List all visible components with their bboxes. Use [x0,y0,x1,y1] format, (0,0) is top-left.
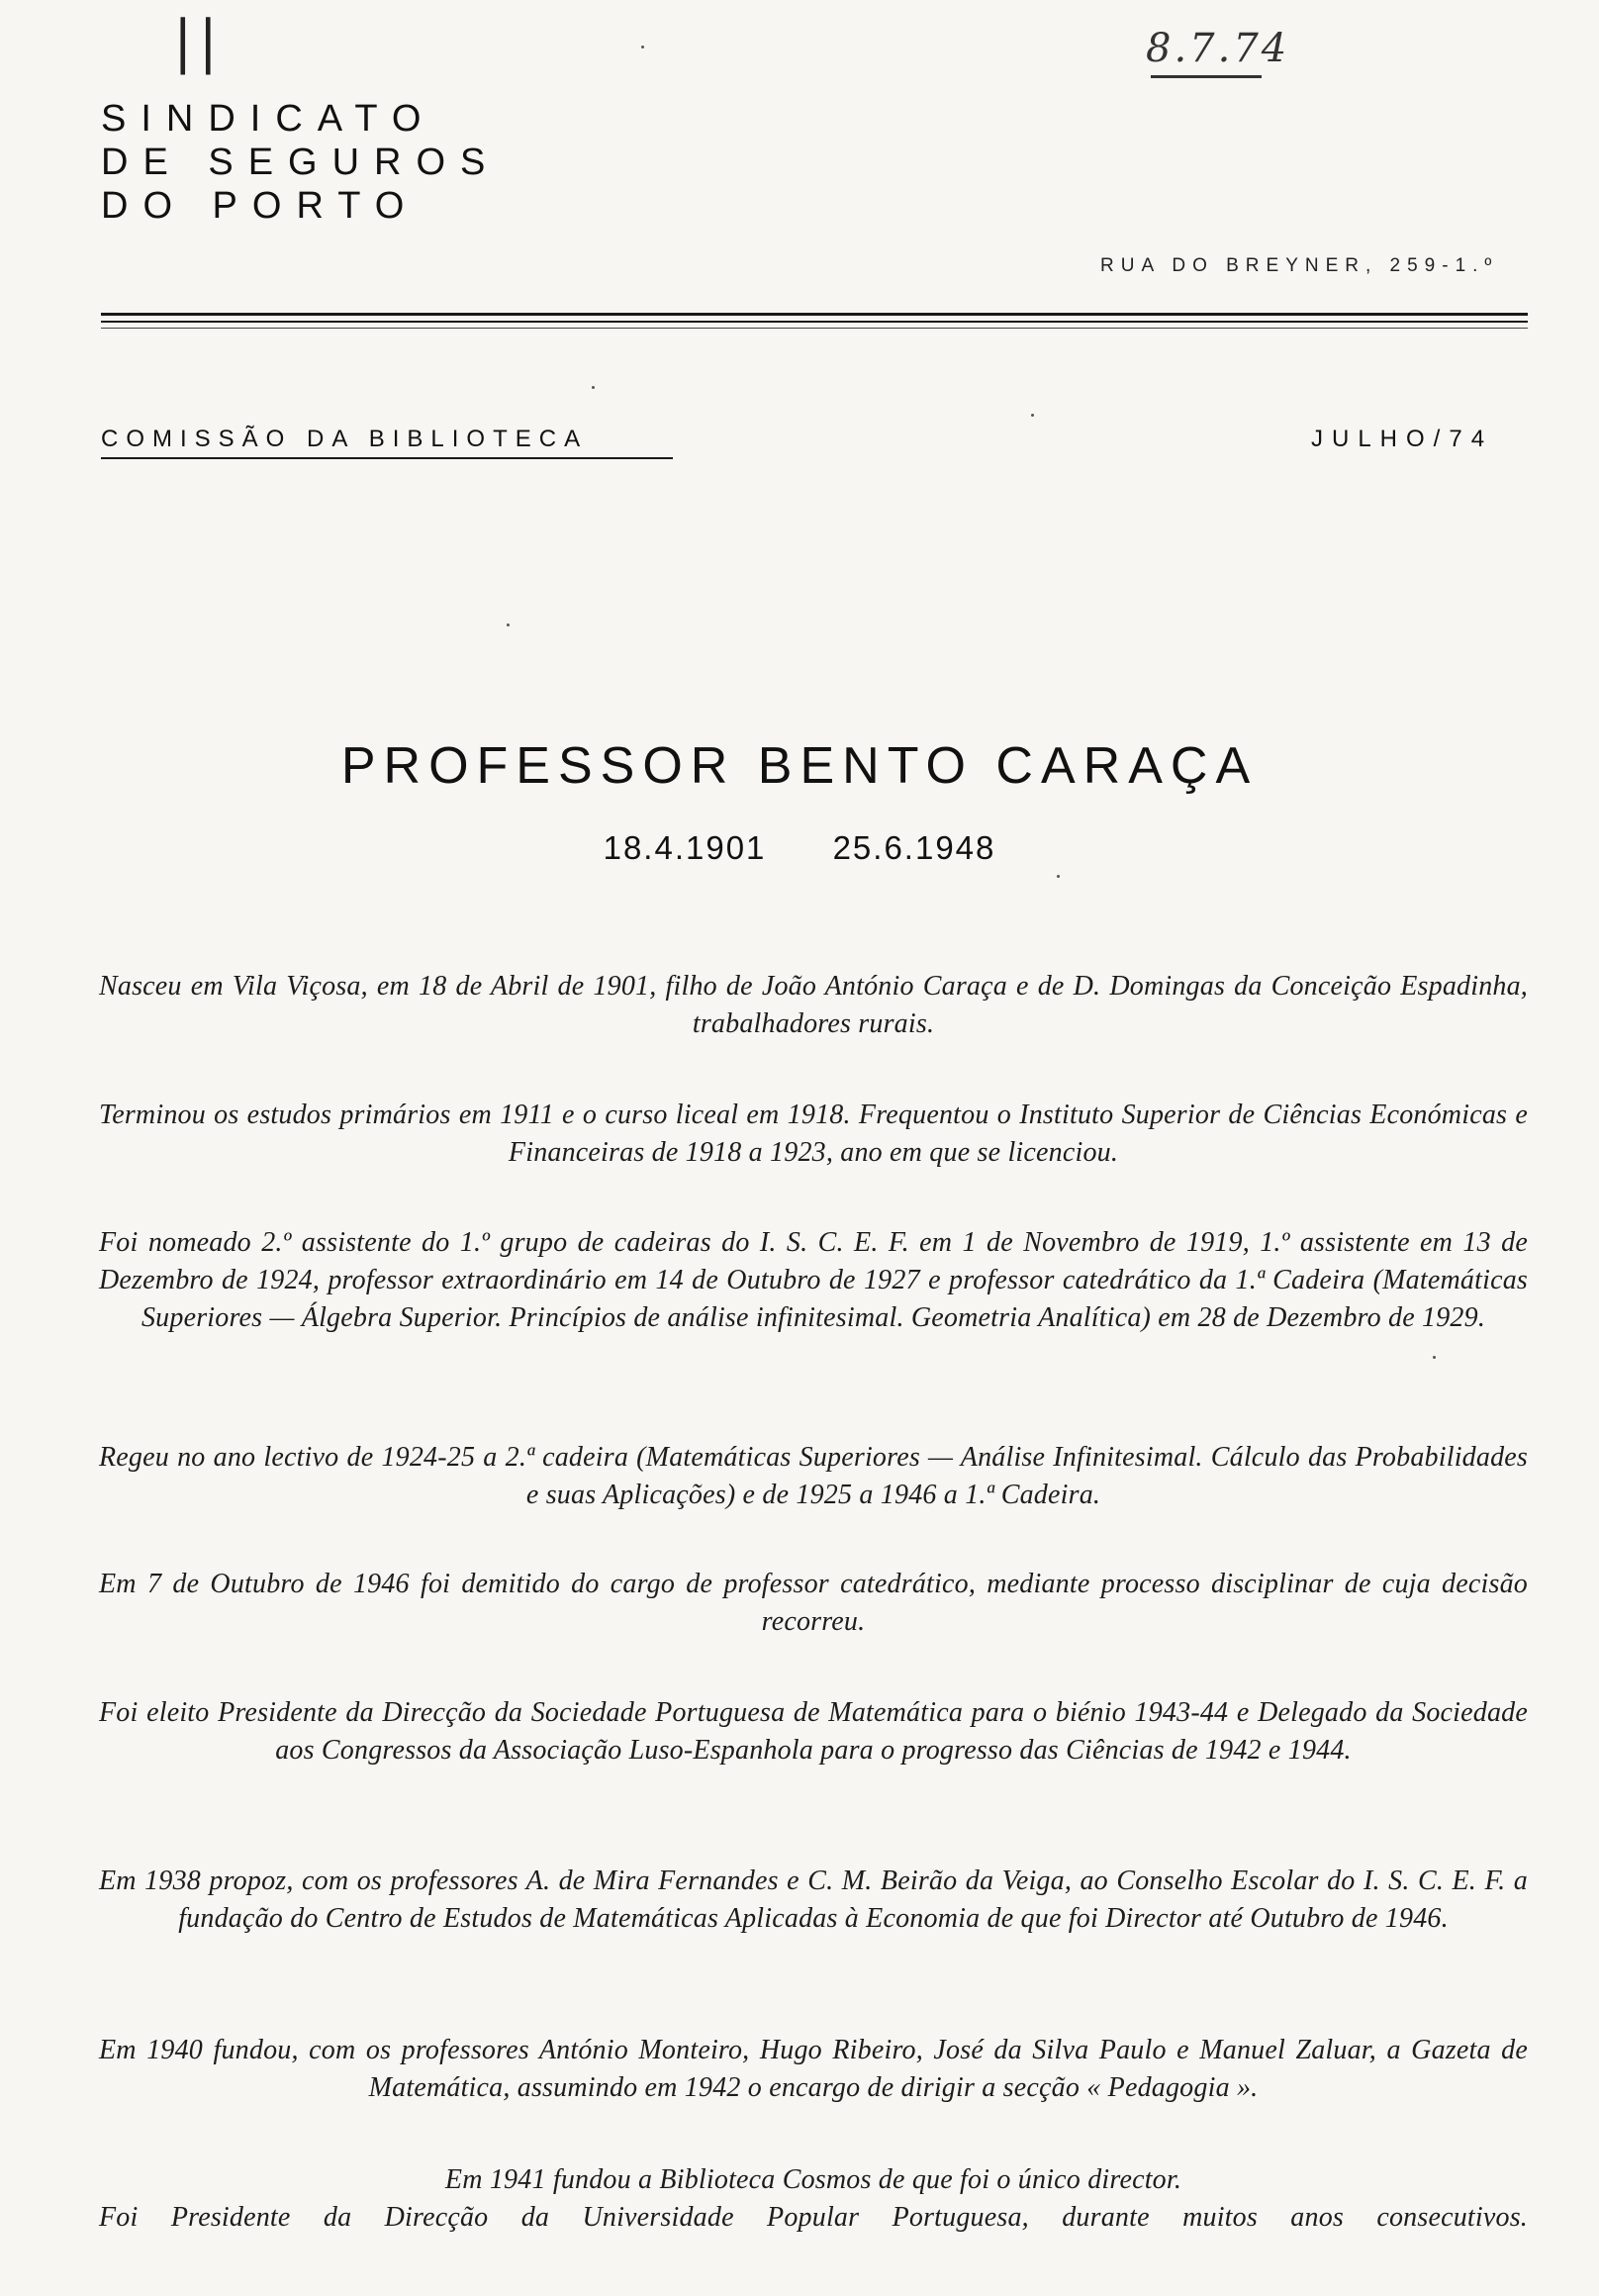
header-rule-bottom [101,328,1528,329]
header-rule-middle [101,321,1528,323]
scan-speck [507,623,510,626]
commission-underline [101,457,673,459]
paragraph-popular-university: Foi Presidente da Direcção da Universidade Popular Portuguesa, durante muitos anos consecutivos. [99,2202,1528,2233]
organization-line-3: DO PORTO [101,185,420,227]
paragraph-dismissal: Em 7 de Outubro de 1946 foi demitido do cargo de professor catedrático, mediante processo disciplinar de cuja decisão recorreu. [99,1569,1528,1637]
handwritten-date: 8.7.74 [1146,26,1290,71]
organization-line-2: DE SEGUROS [101,142,501,183]
paragraph-education: Terminou os estudos primários em 1911 e o curso liceal em 1918. Frequentou o Instituto Superior de Ciências Económicas e Financeiras de 1918 a 1923, ano em que se licenciou. [99,1100,1528,1168]
life-dates [0,829,1599,867]
paragraph-gazette: Em 1940 fundou, com os professores António Monteiro, Hugo Ribeiro, José da Silva Paulo e Manuel Zaluar, a Gazeta de Matemática, assumindo em 1942 o encargo de dirigir a secção « Pedagogia ». [99,2035,1528,2103]
death-date: 25.6.1948 [832,829,996,866]
paragraph-cosmos-library: Em 1941 fundou a Biblioteca Cosmos de que foi o único director. [444,2164,1182,2195]
paragraph-research-center: Em 1938 propoz, com os professores A. de Mira Fernandes e C. M. Beirão da Veiga, ao Conselho Escolar do I. S. C. E. F. a fundação do Centro de Estudos de Matemáticas Aplicadas à Economia de que foi Director até Outubro de 1946. [99,1866,1528,1934]
issue-date: JULHO/74 [1311,426,1494,452]
address: RUA DO BREYNER, 259-1.º [1100,255,1499,276]
header-rule-top [101,313,1528,316]
scan-speck [1031,414,1034,417]
scan-speck [592,386,595,389]
paragraph-society: Foi eleito Presidente da Direcção da Sociedade Portuguesa de Matemática para o biénio 1943-44 e Delegado da Sociedade aos Congressos da Associação Luso-Espanhola para o progresso das Ciências de 1942 e 1944. [99,1697,1528,1766]
handwritten-date-underline [1151,75,1262,78]
handwritten-mark: || [173,8,225,75]
page-title: PROFESSOR BENTO CARAÇA [340,737,1259,795]
organization-name [101,97,500,228]
paragraph-teaching: Regeu no ano lectivo de 1924-25 a 2.ª cadeira (Matemáticas Superiores — Análise Infinitesimal. Cálculo das Probabilidades e suas Aplicações) e de 1925 a 1946 a 1.ª Cadeira. [99,1442,1528,1510]
scan-speck [1057,875,1060,878]
birth-date: 18.4.1901 [603,829,767,866]
paragraph-appointments: Foi nomeado 2.º assistente do 1.º grupo de cadeiras do I. S. C. E. F. em 1 de Novembro de 1919, 1.º assistente em 13 de Dezembro de 1924, professor extraordinário em 14 de Outubro de 1927 e professor catedrático da 1.ª Cadeira (Matemáticas Superiores — Álgebra Superior. Princípios de análise infinitesimal. Geometria Analítica) em 28 de Dezembro de 1929. [99,1227,1528,1333]
organization-line-1: SINDICATO [101,98,436,140]
commission-heading: COMISSÃO DA BIBLIOTECA [101,426,589,452]
scan-speck [641,46,644,48]
scan-speck [1433,1356,1436,1359]
paragraph-birth: Nasceu em Vila Viçosa, em 18 de Abril de 1901, filho de João António Caraça e de D. Domingas da Conceição Espadinha, trabalhadores rurais. [99,971,1528,1039]
